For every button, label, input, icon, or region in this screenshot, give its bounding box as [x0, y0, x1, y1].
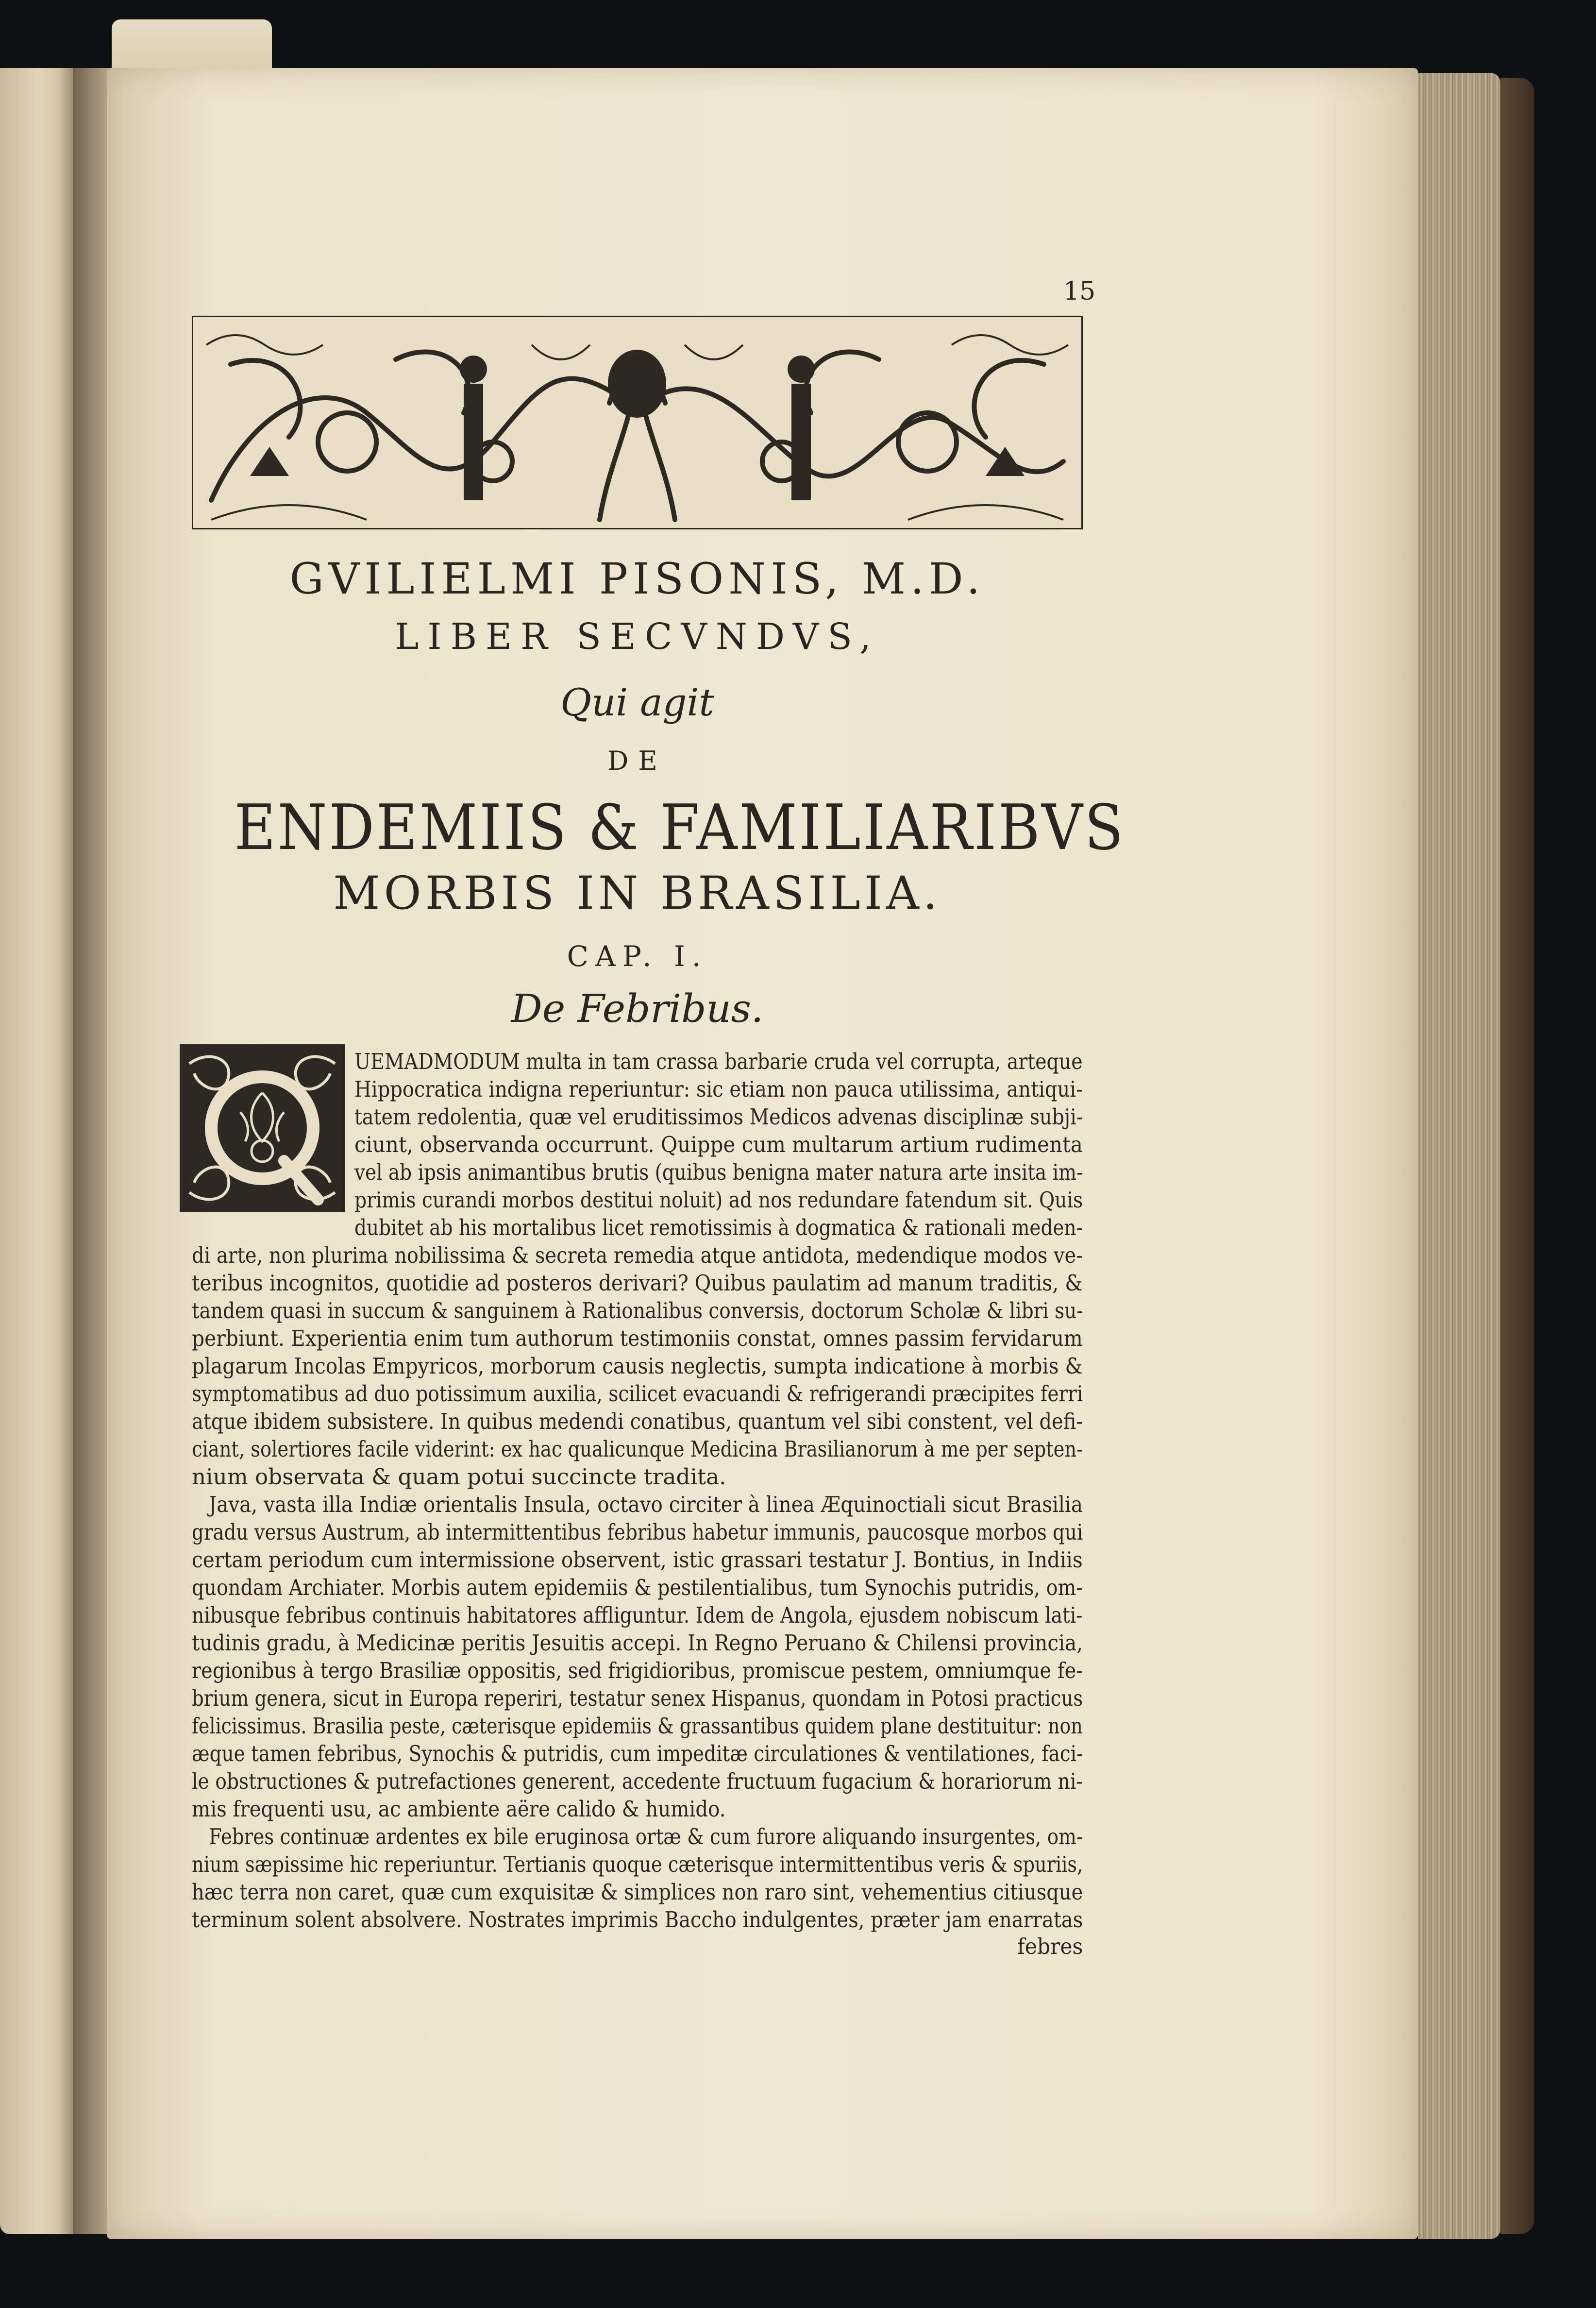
chapter-title: De Febribus. [511, 986, 764, 1031]
text-line: plagarum Incolas Empyricos, morborum causis neglectis, sumpta indicatione à morbis & [192, 1353, 1083, 1379]
initial-q-ornament-icon [180, 1044, 345, 1212]
text-line: ciunt, observanda occurrunt. Quippe cum multarum artium rudimenta [354, 1132, 1083, 1157]
text-line: UEMADMODUM multa in tam crassa barbarie cruda vel corrupta, arteque [354, 1049, 1083, 1074]
book-number-heading: LIBER SECVNDVS, [395, 616, 880, 658]
text-line: Hippocratica indigna reperiuntur: sic etiam non pauca utilissima, antiqui- [354, 1076, 1083, 1102]
text-line: Java, vasta illa Indiæ orientalis Insula, octavo circiter à linea Æquinoctiali sicut Brasilia [209, 1492, 1083, 1517]
main-title: ENDEMIIS & FAMILIARIBVS [234, 792, 1126, 864]
text-line: regionibus à tergo Brasiliæ oppositis, sed frigidioribus, promiscue pestem, omniumque fe- [192, 1658, 1083, 1683]
text-line: atque ibidem subsistere. In quibus medendi conatibus, quantum vel sibi constent, vel defi- [192, 1409, 1083, 1434]
text-line: tudinis gradu, à Medicinæ peritis Jesuitis accepi. In Regno Peruano & Chilensi provincia, [192, 1630, 1083, 1656]
catchword: febres [1017, 1934, 1083, 1959]
text-line: nium observata & quam potui succincte tradita. [192, 1464, 726, 1490]
text-line: quondam Archiater. Morbis autem epidemiis & pestilentialibus, tum Synochis putridis, om- [192, 1575, 1083, 1600]
text-line: di arte, non plurima nobilissima & secreta remedia atque antidota, medendique modos ve- [192, 1242, 1083, 1268]
text-line: tandem quasi in succum & sanguinem à Rationalibus conversis, doctorum Scholæ & libri su- [192, 1298, 1083, 1324]
text-line: æque tamen febribus, Synochis & putridis, cum impeditæ circulationes & ventilationes, faci- [192, 1741, 1083, 1766]
text-line: gradu versus Austrum, ab intermittentibus febribus habetur immunis, paucosque morbos qui [192, 1519, 1083, 1545]
text-line: certam periodum cum intermissione observent, istic grassari testatur J. Bontius, in Indiis [192, 1547, 1083, 1573]
text-line: ciant, solertiores facile viderint: ex hac qualicunque Medicina Brasilianorum à me per septen- [192, 1436, 1083, 1462]
page-number: 15 [1063, 277, 1096, 306]
text-line: vel ab ipsis animantibus brutis (quibus benigna mater natura arte insita im- [354, 1159, 1083, 1185]
de-line: DE [607, 746, 667, 776]
text-line: primis curandi morbos destitui noluit) ad nos redundare fatendum sit. Quis [354, 1187, 1083, 1213]
text-line: nium sæpissime hic reperiuntur. Tertianis quoque cæterisque intermittentibus veris & spuriis, [192, 1851, 1083, 1877]
text-line: tatem redolentia, quæ vel eruditissimos Medicos advenas disciplinæ subji- [354, 1104, 1083, 1130]
text-line: Febres continuæ ardentes ex bile eruginosa ortæ & cum furore aliquando insurgentes, om- [209, 1824, 1083, 1850]
qui-agit-line: Qui agit [560, 681, 714, 725]
headpiece-ornament-icon [192, 316, 1083, 529]
decorated-initial [180, 1044, 345, 1212]
chapter-number: CAP. I. [567, 940, 708, 973]
subtitle: MORBIS IN BRASILIA. [333, 867, 941, 920]
text-line: dubitet ab his mortalibus licet remotissimis à dogmatica & rationali meden- [354, 1215, 1083, 1240]
text-line: felicissimus. Brasilia peste, cæterisque epidemiis & grassantibus quidem plane destituitur: non [192, 1713, 1083, 1739]
text-line: perbiunt. Experientia enim tum authorum testimoniis constat, omnes passim fervidarum [192, 1325, 1083, 1351]
text-line: le obstructiones & putrefactiones generent, accedente fructuum fugacium & horariorum ni- [192, 1768, 1083, 1794]
author-heading: GVILIELMI PISONIS, M.D. [289, 554, 985, 604]
text-line: hæc terra non caret, quæ cum exquisitæ & simplices non raro sint, vehementius citiusque [192, 1879, 1083, 1905]
text-line: symptomatibus ad duo potissimum auxilia, scilicet evacuandi & refrigerandi præcipites ferri [192, 1381, 1083, 1407]
text-line: nibusque febribus continuis habitatores affliguntur. Idem de Angola, ejusdem nobiscum lati- [192, 1602, 1083, 1628]
text-line: brium genera, sicut in Europa reperiri, testatur senex Hispanus, quondam in Potosi practicus [192, 1685, 1083, 1711]
text-line: terminum solent absolvere. Nostrates imprimis Baccho indulgentes, præter jam enarratas [192, 1907, 1083, 1933]
text-line: mis frequenti usu, ac ambiente aëre calido & humido. [192, 1796, 726, 1822]
ornamental-headpiece [192, 316, 1083, 529]
text-line: teribus incognitos, quotidie ad posteros derivari? Quibus paulatim ad manum traditis, & [192, 1270, 1083, 1296]
